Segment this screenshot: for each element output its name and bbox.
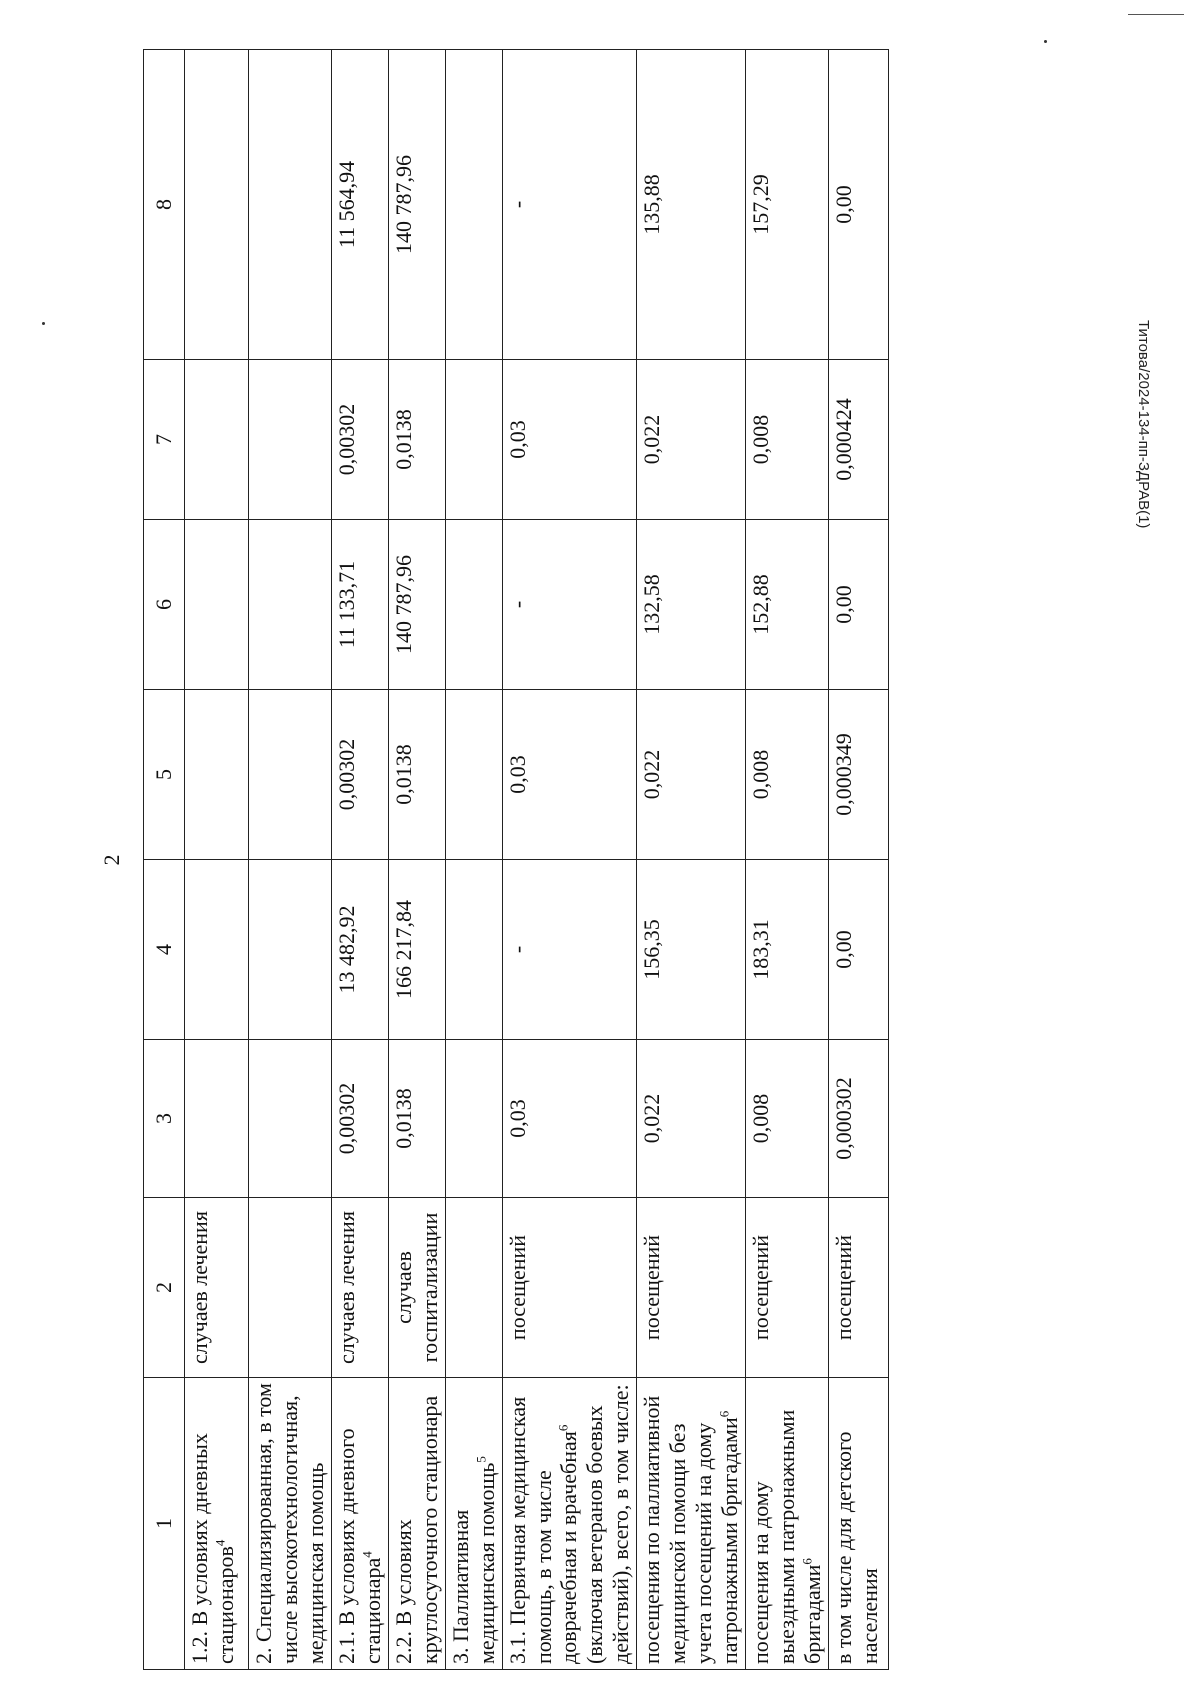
value-cell: 13 482,92 bbox=[331, 860, 388, 1040]
table-row bbox=[829, 50, 889, 1670]
col-header: 3 bbox=[144, 1040, 185, 1198]
table-row bbox=[388, 50, 445, 1670]
value-cell bbox=[249, 690, 332, 860]
value-cell: 0,03 bbox=[502, 360, 637, 520]
value-cell bbox=[249, 520, 332, 690]
page-number: 2 bbox=[99, 854, 124, 866]
value-cell: 0,00302 bbox=[331, 360, 388, 520]
value-cell: 132,58 bbox=[637, 520, 746, 690]
value-cell: 0,0138 bbox=[388, 360, 445, 520]
value-cell bbox=[249, 50, 332, 360]
value-cell: 0,0138 bbox=[388, 690, 445, 860]
value-cell: 0,008 bbox=[746, 1040, 829, 1198]
col-header: 2 bbox=[144, 1198, 185, 1378]
value-cell: 0,008 bbox=[746, 690, 829, 860]
table-row bbox=[746, 50, 829, 1670]
table-row bbox=[502, 50, 637, 1670]
value-cell bbox=[185, 50, 249, 360]
row-label: 3. Паллиативная медицинская помощь$^5$ bbox=[445, 1378, 502, 1670]
value-cell bbox=[445, 360, 502, 520]
value-cell: 140 787,96 bbox=[388, 520, 445, 690]
col-header: 5 bbox=[144, 690, 185, 860]
value-cell bbox=[445, 690, 502, 860]
row-label: 1.2. В условиях дневных стационаров$^4$ bbox=[185, 1378, 249, 1670]
value-cell: 152,88 bbox=[746, 520, 829, 690]
table-row bbox=[637, 50, 746, 1670]
value-cell: 0,000424 bbox=[829, 360, 889, 520]
value-cell bbox=[445, 1040, 502, 1198]
unit-cell: случаев госпитализации bbox=[388, 1198, 445, 1378]
unit-cell: посещений bbox=[829, 1198, 889, 1378]
value-cell: 0,0138 bbox=[388, 1040, 445, 1198]
value-cell: 0,00 bbox=[829, 520, 889, 690]
value-cell: 135,88 bbox=[637, 50, 746, 360]
unit-cell bbox=[249, 1198, 332, 1378]
table-row bbox=[249, 50, 332, 1670]
value-cell: 0,008 bbox=[746, 360, 829, 520]
row-label: 3.1. Первичная медицинская помощь, в том числе доврачебная и врачебная$^6$ (включая ветеранов боевых действий), всего, в том числе: bbox=[502, 1378, 637, 1670]
tariff-table bbox=[143, 49, 889, 1670]
table-row bbox=[445, 50, 502, 1670]
value-cell: 0,03 bbox=[502, 1040, 637, 1198]
value-cell: 157,29 bbox=[746, 50, 829, 360]
value-cell bbox=[249, 1040, 332, 1198]
unit-cell: посещений bbox=[746, 1198, 829, 1378]
col-header: 4 bbox=[144, 860, 185, 1040]
value-cell: 0,022 bbox=[637, 1040, 746, 1198]
value-cell bbox=[249, 360, 332, 520]
value-cell: 0,00302 bbox=[331, 690, 388, 860]
value-cell: 156,35 bbox=[637, 860, 746, 1040]
value-cell bbox=[185, 360, 249, 520]
value-cell bbox=[445, 50, 502, 360]
unit-cell bbox=[445, 1198, 502, 1378]
rotated-page-content bbox=[95, 50, 882, 1670]
col-header: 8 bbox=[144, 50, 185, 360]
unit-cell: случаев лечения bbox=[331, 1198, 388, 1378]
value-cell: 0,000349 bbox=[829, 690, 889, 860]
row-label: в том числе для детского населения bbox=[829, 1378, 889, 1670]
value-cell bbox=[445, 860, 502, 1040]
value-cell: 0,00 bbox=[829, 860, 889, 1040]
value-cell: - bbox=[502, 860, 637, 1040]
value-cell: 0,03 bbox=[502, 690, 637, 860]
value-cell bbox=[185, 690, 249, 860]
value-cell bbox=[185, 860, 249, 1040]
unit-cell: посещений bbox=[637, 1198, 746, 1378]
col-header: 7 bbox=[144, 360, 185, 520]
value-cell: 140 787,96 bbox=[388, 50, 445, 360]
value-cell: 0,022 bbox=[637, 690, 746, 860]
row-label: посещения по паллиативной медицинской помощи без учета посещений на дому патронажными бригадами$^6$ bbox=[637, 1378, 746, 1670]
scan-speck bbox=[1044, 40, 1047, 43]
row-label: посещения на дому выездными патронажными бригадами$^6$ bbox=[746, 1378, 829, 1670]
value-cell bbox=[249, 860, 332, 1040]
row-label: 2. Специализированная, в том числе высокотехнологичная, медицинская помощь bbox=[249, 1378, 332, 1670]
value-cell: 166 217,84 bbox=[388, 860, 445, 1040]
col-header: 1 bbox=[144, 1378, 185, 1670]
document-code: Титова/2024-134-пп-ЗДРАВ(1) bbox=[1135, 320, 1152, 529]
row-label: 2.2. В условиях круглосуточного стационара bbox=[388, 1378, 445, 1670]
value-cell: 0,00 bbox=[829, 50, 889, 360]
value-cell: - bbox=[502, 50, 637, 360]
top-rule bbox=[1128, 14, 1184, 15]
table-row bbox=[185, 50, 249, 1670]
value-cell: 183,31 bbox=[746, 860, 829, 1040]
table-row bbox=[331, 50, 388, 1670]
column-number-row bbox=[144, 50, 185, 1670]
value-cell bbox=[185, 1040, 249, 1198]
value-cell: - bbox=[502, 520, 637, 690]
unit-cell: посещений bbox=[502, 1198, 637, 1378]
value-cell: 0,022 bbox=[637, 360, 746, 520]
row-label: 2.1. В условиях дневного стационара$^4$ bbox=[331, 1378, 388, 1670]
value-cell bbox=[445, 520, 502, 690]
value-cell bbox=[185, 520, 249, 690]
value-cell: 11 133,71 bbox=[331, 520, 388, 690]
value-cell: 0,00302 bbox=[331, 1040, 388, 1198]
value-cell: 0,000302 bbox=[829, 1040, 889, 1198]
value-cell: 11 564,94 bbox=[331, 50, 388, 360]
scan-speck bbox=[42, 322, 45, 325]
col-header: 6 bbox=[144, 520, 185, 690]
unit-cell: случаев лечения bbox=[185, 1198, 249, 1378]
